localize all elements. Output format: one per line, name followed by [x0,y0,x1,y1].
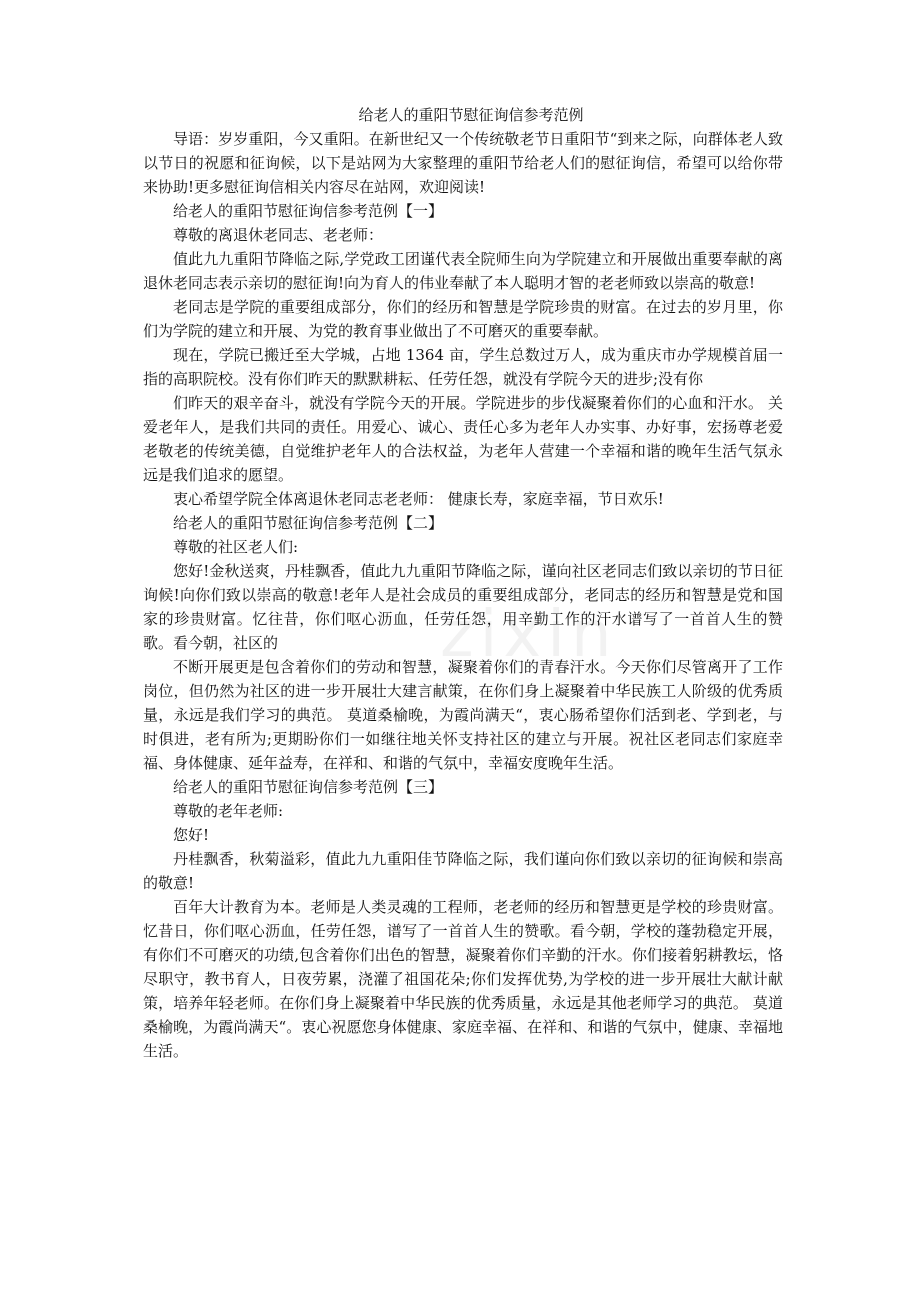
closing-line-1: 衷心希望学院全体离退休老同志老老师： 健康长寿，家庭幸福，节日欢乐! [173,490,664,508]
body-paragraph: 您好!金秋送爽，丹桂飘香，值此九九重阳节降临之际，谨向社区老同志们致以亲切的节日征询候!向你们致以崇高的敬意!老年人是社会成员的重要组成部分，老同志的经历和智慧是党和国家的珍贵财富。忆往昔，你们呕心沥血，任劳任怨，用辛勤工作的汗水谱写了一首首人生的赞歌。看今朝，社区的 [143,562,783,652]
body-paragraph: 丹桂飘香，秋菊溢彩，值此九九重阳佳节降临之际，我们谨向你们致以亲切的征询候和崇高的敬意! [143,850,783,892]
document-title: 给老人的重阳节慰征询信参考范例 [358,106,584,124]
salutation-3: 尊敬的老年老师: [173,802,284,820]
body-paragraph: 百年大计教育为本。老师是人类灵魂的工程师，老老师的经历和智慧更是学校的珍贵财富。忆昔日，你们呕心沥血，任劳任怨，谱写了一首首人生的赞歌。看今朝，学校的蓬勃稳定开展，有你们不可磨灭的功绩,包含着你们出色的智慧，凝聚着你们辛勤的汗水。你们接着躬耕教坛，恪尽职守，教书育人，日夜劳累，浇灌了祖国花朵;你们发挥优势,为学校的进一步开展壮大献计献策，培养年轻老师。在你们身上凝聚着中华民族的优秀质量，永远是其他老师学习的典范。 莫道桑榆晚，为霞尚满天“。衷心祝愿您身体健康、家庭幸福、在祥和、和谐的气氛中，健康、幸福地生活。 [143,898,783,1060]
body-paragraph: 现在，学院已搬迁至大学城，占地 1364 亩，学生总数过万人，成为重庆市办学规模首届一指的高职院校。没有你们昨天的默默耕耘、任劳任怨，就没有学院今天的进步;没有你 [143,346,783,388]
body-paragraph: 们昨天的艰辛奋斗，就没有学院今天的开展。学院进步的步伐凝聚着你们的心血和汗水。 关爱老年人，是我们共同的责任。用爱心、诚心、责任心多为老年人办实事、办好事，宏扬尊老爱老敬老的传统美德，自觉维护老年人的合法权益，为老年人营建一个幸福和谐的晚年生活气氛永远是我们追求的愿望。 [143,394,783,484]
salutation-1: 尊敬的离退休老同志、老老师： [173,226,384,244]
section-heading-2: 给老人的重阳节慰征询信参考范例【二】 [173,514,444,532]
document-page [143,103,783,1063]
watermark: zixin [440,598,618,672]
salutation-2: 尊敬的社区老人们: [173,538,299,556]
body-paragraph: 值此九九重阳节降临之际,学党政工团谨代表全院师生向为学院建立和开展做出重要奉献的离退休老同志表示亲切的慰征询!向为育人的伟业奉献了本人聪明才智的老老师致以崇高的敬意! [143,250,783,292]
intro-paragraph: 导语：岁岁重阳，今又重阳。在新世纪又一个传统敬老节日重阳节“到来之际，向群体老人致以节日的祝愿和征询候，以下是站网为大家整理的重阳节给老人们的慰征询信，希望可以给你带来协助!更多慰征询信相关内容尽在站网，欢迎阅读! [143,130,783,196]
section-heading-3: 给老人的重阳节慰征询信参考范例【三】 [173,778,444,796]
greeting-line: 您好! [173,826,210,844]
body-paragraph: 不断开展更是包含着你们的劳动和智慧，凝聚着你们的青春汗水。今天你们尽管离开了工作岗位，但仍然为社区的进一步开展壮大建言献策，在你们身上凝聚着中华民族工人阶级的优秀质量，永远是我们学习的典范。 莫道桑榆晚，为霞尚满天“，衷心肠希望你们活到老、学到老，与时俱进，老有所为;更期盼你们一如继往地关怀支持社区的建立与开展。祝社区老同志们家庭幸福、身体健康、延年益寿，在祥和、和谐的气氛中，幸福安度晚年生活。 [143,658,783,772]
body-paragraph: 老同志是学院的重要组成部分，你们的经历和智慧是学院珍贵的财富。在过去的岁月里，你们为学院的建立和开展、为党的教育事业做出了不可磨灭的重要奉献。 [143,298,783,340]
section-heading-1: 给老人的重阳节慰征询信参考范例【一】 [173,202,444,220]
